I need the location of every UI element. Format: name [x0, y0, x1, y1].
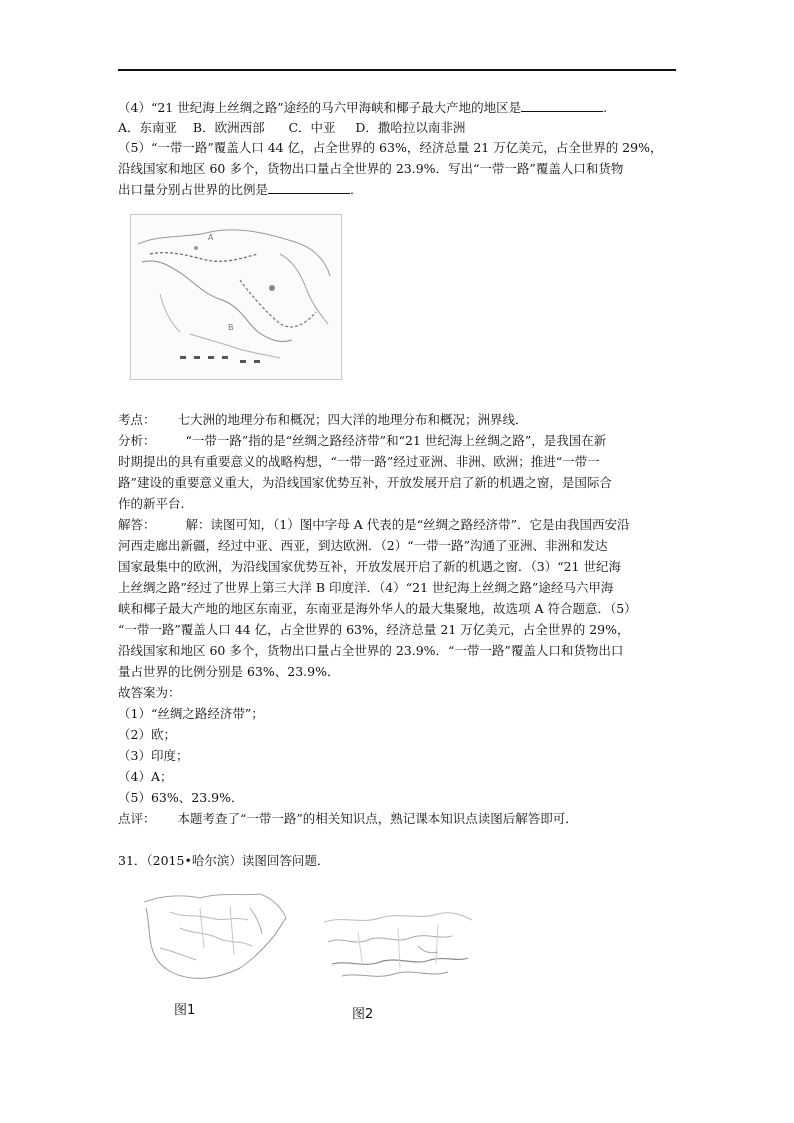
dianping-label: 点评： — [118, 811, 156, 826]
figure-2-map-image — [318, 902, 476, 996]
jieda-line: 量占世界的比例分别是 63%、23.9%． — [118, 664, 340, 679]
q5-answer-blank — [268, 181, 350, 194]
jieda-line: 沿线国家和地区 60 多个，货物出口量占全世界的 23.9%．“一带一路”覆盖人口和货物出口 — [118, 643, 624, 658]
figure-2-caption: 图2 — [352, 1007, 374, 1022]
kaodian-line — [118, 410, 528, 429]
q5-line-1: （5）“一带一路”覆盖人口 44 亿，占全世界的 63%，经济总量 21 万亿美元，占全世界的 29%， — [118, 140, 663, 155]
kaodian-text: 七大洲的地理分布和概况；四大洋的地理分布和概况；洲界线． — [177, 412, 528, 427]
answer-item: （1）“丝绸之路经济带”； — [118, 706, 264, 721]
q4-answer-blank — [521, 99, 603, 112]
jieda-line: “一带一路”覆盖人口 44 亿，占全世界的 63%，经济总量 21 万亿美元，占全世界的 29%， — [118, 622, 630, 637]
jieda-line: 解：读图可知，（1）图中字母 A 代表的是“丝绸之路经济带”．它是由我国西安沿 — [185, 517, 630, 532]
svg-text:A: A — [208, 233, 214, 242]
q4-question-line — [118, 98, 607, 117]
jieda-line: 国家最集中的欧洲，为沿线国家优势互补，开放发展开启了新的机遇之窗．（3）“21 世纪海 — [118, 559, 621, 574]
fenxi-line: 时期提出的具有重要意义的战略构想，“一带一路”经过亚洲、非洲、欧洲；推进“一带一 — [118, 454, 600, 469]
jieda-line: 峡和椰子最大产地的地区东南亚，东南亚是海外华人的最大集聚地，故选项 A 符合题意．（5） — [118, 601, 637, 616]
answer-item: （3）印度； — [118, 748, 189, 763]
jieda-label: 解答： — [118, 517, 156, 532]
svg-text:B: B — [228, 323, 234, 332]
q5-line-2: 沿线国家和地区 60 多个，货物出口量占全世界的 23.9%．写出“一带一路”覆盖人口和货物 — [118, 161, 624, 176]
q4-period: . — [603, 100, 608, 115]
dianping-line — [118, 809, 578, 828]
fenxi-line: “一带一路”指的是“丝绸之路经济带”和“21 世纪海上丝绸之路”，是我国在新 — [185, 433, 607, 448]
belt-road-map-image — [130, 214, 342, 380]
answer-heading: 故答案为： — [118, 685, 181, 700]
fenxi-line: 作的新平台． — [118, 496, 194, 511]
jieda-line: 上丝绸之路”经过了世界上第三大洋 B 印度洋．（4）“21 世纪海上丝绸之路”途经马六甲海 — [118, 580, 614, 595]
header-rule — [118, 69, 676, 71]
q5-line-3-container — [118, 180, 354, 199]
answer-item: （5）63%、23.9%． — [118, 790, 244, 805]
kaodian-label: 考点： — [118, 412, 156, 427]
answer-item: （4）A； — [118, 769, 173, 784]
jieda-line: 河西走廊出新疆，经过中亚、西亚，到达欧洲．（2）“一带一路”沟通了亚洲、非洲和发达 — [118, 538, 608, 553]
figure-1-caption: 图1 — [174, 1003, 196, 1018]
figure-1-map-image — [140, 888, 290, 984]
jieda-line-1-container — [118, 515, 629, 534]
dianping-text: 本题考查了“一带一路”的相关知识点，熟记课本知识点读图后解答即可． — [177, 811, 578, 826]
q5-line-3: 出口量分别占世界的比例是 — [118, 182, 269, 197]
q5-period: . — [350, 182, 354, 197]
q31-title: 31．（2015•哈尔滨）读图回答问题． — [118, 853, 330, 868]
fenxi-line-1-container — [118, 431, 606, 450]
answer-item: （2）欧； — [118, 727, 176, 742]
q4-question: （4）“21 世纪海上丝绸之路”途经的马六甲海峡和椰子最大产地的地区是 — [118, 100, 522, 115]
fenxi-line: 路”建设的重要意义重大，为沿线国家优势互补，开放发展开启了新的机遇之窗，是国际合 — [118, 475, 612, 490]
fenxi-label: 分析： — [118, 433, 156, 448]
q4-options: A．东南亚 B．欧洲西部 C．中亚 D．撒哈拉以南非洲 — [118, 120, 466, 135]
